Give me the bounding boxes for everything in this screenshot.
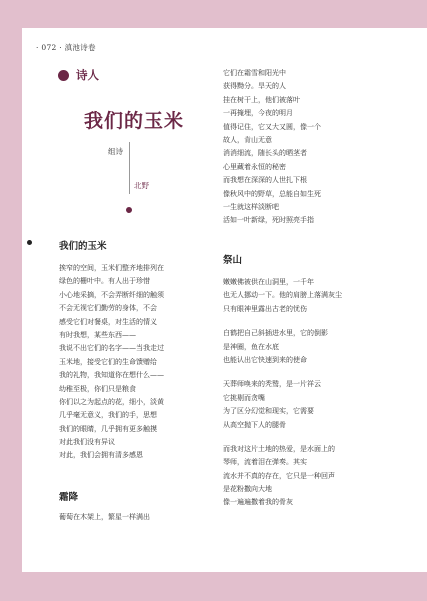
poem-line: 流水并不真的存在，它只是一种回声 <box>223 471 335 480</box>
poem-line: 白鹤把自己斜插进水里，它的倒影 <box>223 329 328 338</box>
poem-body-3 <box>223 276 342 510</box>
poem-line: 而我对这片土地的热爱，是水面上的 <box>223 444 335 453</box>
poem-line: 像一遍遍撒着我的骨灰 <box>223 498 293 507</box>
poem-line: 不会无视它们勤劳的身体，不会 <box>59 304 157 313</box>
poem-body-2 <box>59 511 150 524</box>
poem-heading-3: 祭山 <box>223 255 243 266</box>
poem-line: 值得记住，它又大又圆，像一个 <box>223 122 321 131</box>
poem-line: 从高空抛下人的腿骨 <box>223 420 286 429</box>
poem-line: 玉米地，接受它们的生命馈赠给 <box>59 357 157 366</box>
poem-line: 获得黝分。旱天的人 <box>223 82 286 91</box>
poem-line: 我的礼物，我知道你在想什么—— <box>59 371 164 380</box>
section-bullet-icon <box>58 70 69 81</box>
poem-line: 对此我们没有异议 <box>59 438 115 447</box>
poem-line: 我说不出它们的名字——当我走过 <box>59 344 164 353</box>
poem-line: 我们的眼睛，几乎拥有更多触摸 <box>59 424 157 433</box>
poem-line: 故人，肯山无意 <box>223 135 272 144</box>
poem-line: 天葬师唤来的秃鹫，是一片祥云 <box>223 380 321 389</box>
poem-line: 葡萄在木架上，繁星一样满出 <box>59 513 150 521</box>
poem-line: 小心地采摘，不会弄断纤细的触须 <box>59 290 164 299</box>
margin-bullet-icon <box>27 240 32 245</box>
poem-line: 绿色的栅叶中。有人出于珍惜 <box>59 277 150 286</box>
poem-line: 心里藏着永恒的秘密 <box>223 162 286 171</box>
poem-line: 挂在树干上，他们被落叶 <box>223 95 300 104</box>
poem-line: 对此，我们会拥有清多感恩 <box>59 451 143 460</box>
poem-title: 我们的玉米 <box>84 110 185 132</box>
byline-divider <box>129 142 130 194</box>
poem-line: 也能认出它快速到来的使命 <box>223 355 307 364</box>
poem-line: 一生就这样淡断吧 <box>223 202 279 211</box>
poem-line: 而我想在深深的人世扎下根 <box>223 176 307 185</box>
poem-line: 几乎毫无意义，我们的手，思想 <box>59 411 157 420</box>
poem-line: 是花粉撒向大地 <box>223 485 272 494</box>
stanza-gap <box>223 316 342 327</box>
poem-line: 你们以之为起点的花，细小，淡黄 <box>59 397 164 406</box>
poem-line: 一再掩埋，今夜的明月 <box>223 109 293 118</box>
poem-line: 幼稚至极，你们只是粮食 <box>59 384 136 393</box>
poem-line: 是神圈，鱼在水底 <box>223 342 279 351</box>
poem-body-1 <box>59 262 164 463</box>
stanza-gap <box>223 432 342 443</box>
poem-line: 像秋风中的野草，总能自如生死 <box>223 189 321 198</box>
poem-line: 琴师，流着泪在弹奏。其实 <box>223 458 307 467</box>
poem-line: 消消细流，随长头的晒茎者 <box>223 149 307 158</box>
author-name: 北野 <box>134 181 149 190</box>
poem-line: 为了区分幻觉和现实，它需要 <box>223 407 314 416</box>
title-ornament-icon <box>126 207 132 213</box>
poem-line: 只有眼神里露出古老的忧伤 <box>223 304 307 313</box>
stanza-gap <box>223 367 342 378</box>
poem-line: 有时我想，某些东西—— <box>59 330 136 339</box>
poem-body-continued <box>223 67 321 228</box>
poem-heading-1: 我们的玉米 <box>59 241 107 252</box>
poem-line: 也无人挪动一下。他的肩膀上落满灰尘 <box>223 291 342 300</box>
byline-subtitle: 组诗 <box>108 147 123 156</box>
poem-line: 它挑剔而贪嘴 <box>223 393 265 402</box>
poem-line: 活如一叶新绿，死时照亮手指 <box>223 216 314 225</box>
section-label: 诗人 <box>76 68 99 82</box>
poem-line: 嫩嫩佛被供在山洞里，一千年 <box>223 278 314 286</box>
poem-line: 感受它们对餐桌，对生活的情义 <box>59 317 157 326</box>
page-header: · 072 · 滇池诗卷 <box>36 43 96 52</box>
poem-line: 挨窄的空间，玉米们整齐地排列在 <box>59 264 164 272</box>
poem-heading-2: 霜降 <box>59 492 79 503</box>
poem-line: 它们在霜雪和阳光中 <box>223 69 286 77</box>
